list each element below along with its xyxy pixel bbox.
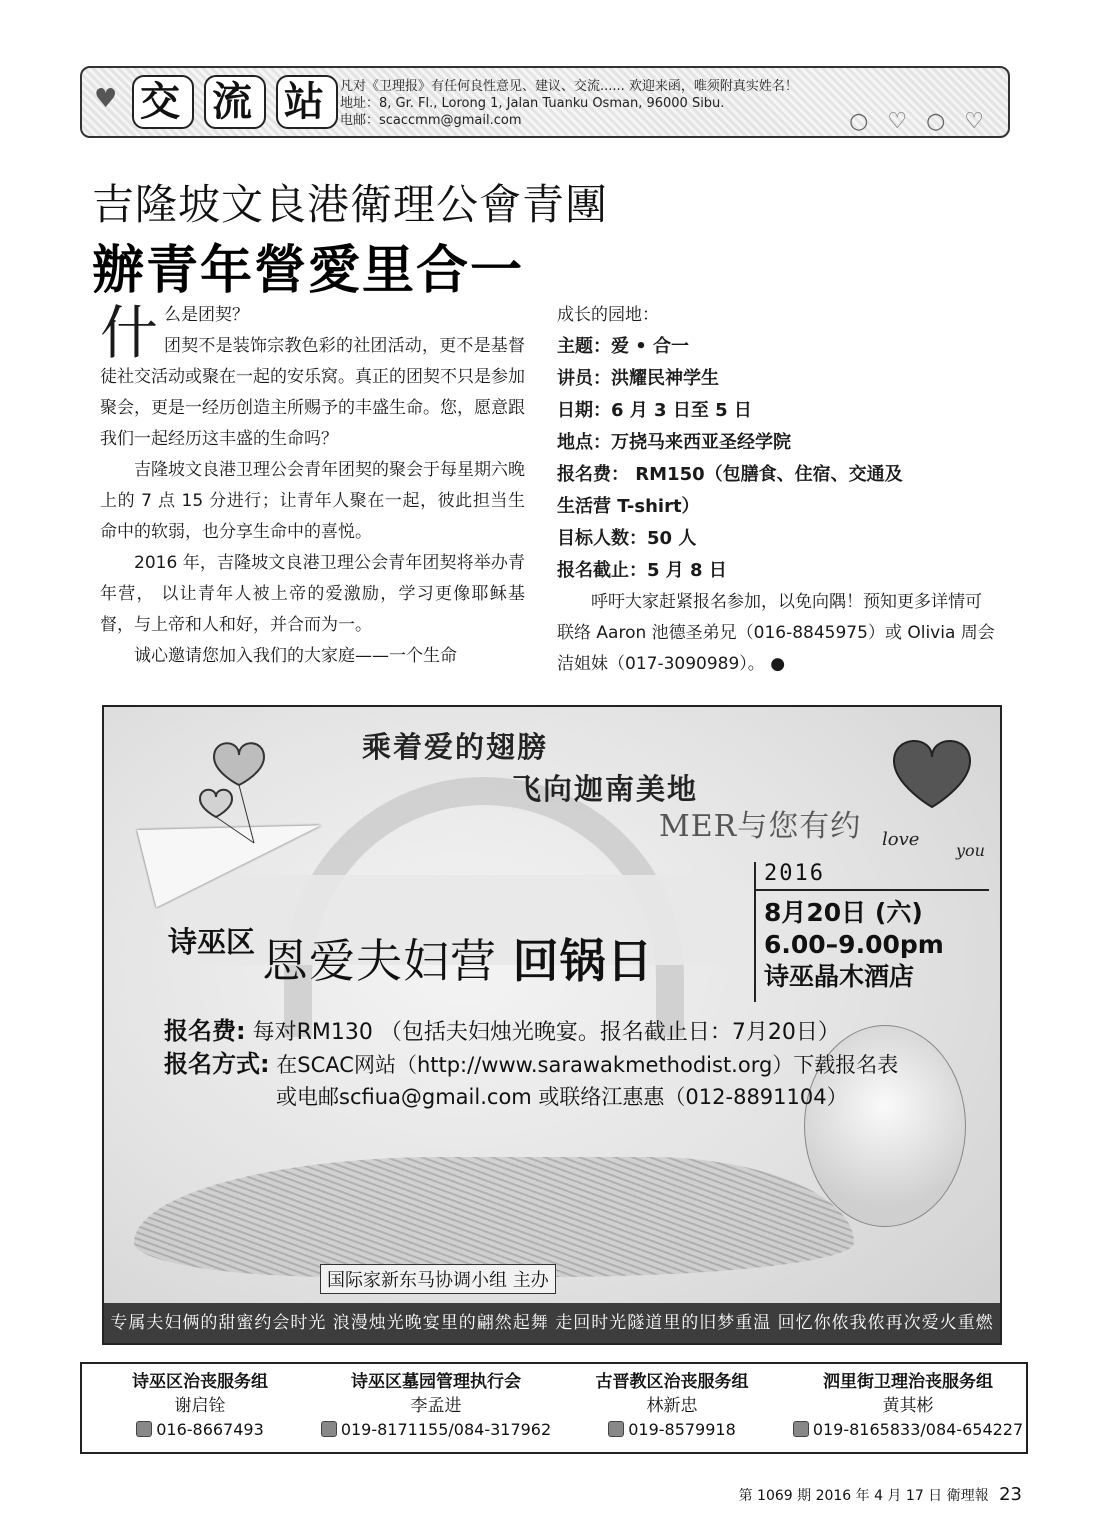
paragraph-continuation: 成长的园地： [557,305,659,325]
organizer-label: 国际家新东马协调小组 主办 [320,1264,556,1294]
article-paragraph: 诚心邀请您加入我们的大家庭——一个生命 [134,646,457,666]
service-phone: 016-8667493 [82,1418,318,1442]
service-entry [318,1364,554,1452]
heart-icon [892,735,972,815]
service-title: 诗巫区墓园管理执行会 [351,1372,521,1392]
logo-char: 交 [132,75,194,129]
banner-email: 电邮：scaccmm@gmail.com [340,113,522,128]
funeral-services-box [80,1362,1028,1454]
article-column-right [557,300,997,680]
service-entry [82,1364,318,1452]
article-title: 辦青年營愛里合一 [92,241,525,301]
registration-contact: 或电邮scfiua@gmail.com 或联络江惠惠（012-8891104） [276,1085,848,1109]
service-contact-name: 黄其彬 [882,1396,934,1416]
article-paragraph: 吉隆坡文良港卫理公会青年团契的聚会于每星期六晚上的 7 点 15 分进行；让青年人聚在一起，彼此担当生命中的软弱，也分享生命中的喜悦。 [100,460,525,542]
event-date: 8月20日 (六) [764,898,923,927]
love-script: love [882,829,920,850]
ad-slogan-line2: 飞向迦南美地 [512,772,699,806]
event-info-deadline: 报名截止：5 月 8 日 [557,560,727,581]
newspaper-name: 衛理報 [946,1488,989,1504]
column-banner [80,66,1010,138]
service-title: 诗巫区治丧服务组 [132,1372,268,1392]
ad-slogan-line3: MER与您有约 [659,809,862,844]
registration-method [164,1049,898,1080]
phone-icon [321,1421,337,1437]
camp-name: 恩爱夫妇营 [262,934,497,988]
reg-label: 报名方式: [164,1050,270,1078]
phone-icon [136,1421,152,1437]
event-info-venue: 地点：万挠马来西亚圣经学院 [557,432,791,453]
event-venue: 诗巫晶木酒店 [764,962,915,991]
registration-fee [164,1015,840,1049]
service-phone: 019-8165833/084-654227 [790,1418,1026,1442]
camp-title [262,925,654,991]
phone-icon [793,1421,809,1437]
service-title: 泗里街卫理治丧服务组 [823,1372,993,1392]
article-paragraph: 2016 年，吉隆坡文良港卫理公会青年团契将举办青年营， 以让青年人被上帝的爱激励，学习更像耶稣基督，与上帝和人和好，并合而为一。 [100,553,525,635]
service-contact-name: 林新忠 [646,1396,698,1416]
page-number: 23 [999,1484,1022,1505]
logo-char: 站 [276,75,338,129]
service-entry [554,1364,790,1452]
heart-balloons-icon [194,725,284,845]
reg-text: 在SCAC网站（http://www.sarawakmethodist.org）下载报名表 [276,1053,899,1077]
event-info-speaker: 讲员：洪耀民神学生 [557,368,719,389]
date-rule [754,889,989,891]
event-info-target: 目标人数：50 人 [557,528,697,549]
event-year: 2016 [764,861,825,886]
event-info-theme: 主题：爱 • 合一 [557,336,690,357]
end-mark-icon: ● [770,654,786,674]
service-phone: 019-8579918 [554,1418,790,1442]
camp-suffix: 回锅日 [512,934,654,988]
event-datetime [764,897,944,993]
fee-label: 报名费: [164,1017,246,1045]
service-contact-name: 谢启铨 [174,1396,226,1416]
ad-tagline: 专属夫妇俩的甜蜜约会时光 浪漫烛光晚宴里的翩然起舞 走回时光隧道里的旧梦重温 回忆你侬我侬再次爱火重燃 [104,1303,1000,1343]
banner-notice: 凡对《卫理报》有任何良性意见、建议、交流...... 欢迎来函，唯须附真实姓名！ [340,79,798,94]
service-contact-name: 李孟进 [410,1396,462,1416]
article-closing: 呼吁大家赶紧报名参加，以免向隅！预知更多详情可联络 Aaron 池德圣弟兄（016-8845975）或 Olivia 周会洁姐妹（017-3090989）。 ● [557,592,995,674]
event-time: 6.00–9.00pm [764,930,944,959]
phone-icon [608,1421,624,1437]
event-info-fee: 报名费： RM150（包膳食、住宿、交通及 [557,464,903,485]
drop-cap: 什 [100,299,159,367]
paragraph-lead: 么是团契？ [164,305,250,325]
service-title: 古晋教区治丧服务组 [595,1372,749,1392]
event-info-fee-cont: 生活营 T-shirt） [557,496,700,517]
heart-icon: ♥ [94,84,118,114]
article-kicker: 吉隆坡文良港衛理公會青團 [92,180,609,229]
article-paragraph [100,300,525,455]
article-column-left [100,300,525,672]
banner-address: 地址：8, Gr. Fl., Lorong 1, Jalan Tuanku Osman, 96000 Sibu. [340,96,725,111]
date-divider [754,862,756,1002]
ad-slogan-line1: 乘着爱的翅膀 [362,730,549,764]
hearts-decoration-icon: ○ ♡ ○ ♡ [849,109,990,134]
issue-info: 第 1069 期 2016 年 4 月 17 日 [738,1488,943,1504]
logo-char: 流 [204,75,266,129]
service-phone: 019-8171155/084-317962 [318,1418,554,1442]
you-script: you [956,841,985,860]
paragraph-text: 团契不是装饰宗教色彩的社团活动，更不是基督徒社交活动或聚在一起的安乐窝。真正的团契不只是参加聚会，更是一经历创造主所赐予的丰盛生命。您，愿意跟我们一起经历这丰盛的生命吗？ [100,336,525,449]
page-footer [739,1484,1022,1505]
feather-graphic [134,1157,854,1277]
event-info-date: 日期：6 月 3 日至 5 日 [557,400,752,421]
service-entry [790,1364,1026,1452]
fee-text: 每对RM130 （包括夫妇烛光晚宴。报名截止日：7月20日） [252,1020,840,1045]
couples-camp-advertisement [102,705,1002,1345]
district-label: 诗巫区 [168,925,256,959]
